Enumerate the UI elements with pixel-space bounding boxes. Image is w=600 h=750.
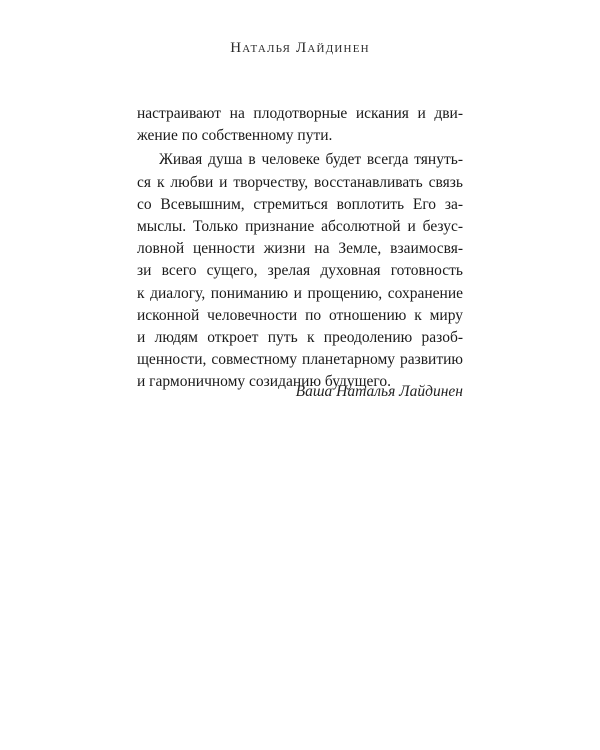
- text-line: ся к любви и творчеству, восстанавливать связь: [137, 173, 463, 191]
- signature: Ваша Наталья Лайдинен: [295, 383, 463, 400]
- text-line: к диалогу, пониманию и прощению, сохранение: [137, 284, 463, 302]
- paragraph: [137, 103, 463, 147]
- text-line: мыслы. Только признание абсолютной и безус-: [137, 217, 463, 235]
- text-line: щенности, совместному планетарному развитию: [137, 351, 463, 369]
- text-line: зи всего сущего, зрелая духовная готовность: [137, 262, 463, 280]
- running-head-author: Наталья Лайдинен: [230, 40, 370, 56]
- text-line: ловной ценности жизни на Земле, взаимосвя-: [137, 240, 463, 258]
- text-line: и людям откроет путь к преодолению разоб-: [137, 328, 463, 346]
- body-text: [137, 103, 463, 393]
- paragraph: [137, 149, 463, 393]
- text-line: жение по собственному пути.: [137, 127, 333, 145]
- text-line: настраивают на плодотворные искания и дви-: [137, 105, 463, 122]
- text-line: исконной человечности по отношению к миру: [137, 306, 463, 324]
- text-line: Живая душа в человеке будет всегда тянуть-: [159, 151, 463, 169]
- text-line: и гармоничному созиданию будущего.: [137, 373, 392, 391]
- text-line: со Всевышним, стремиться воплотить Его за-: [137, 195, 463, 213]
